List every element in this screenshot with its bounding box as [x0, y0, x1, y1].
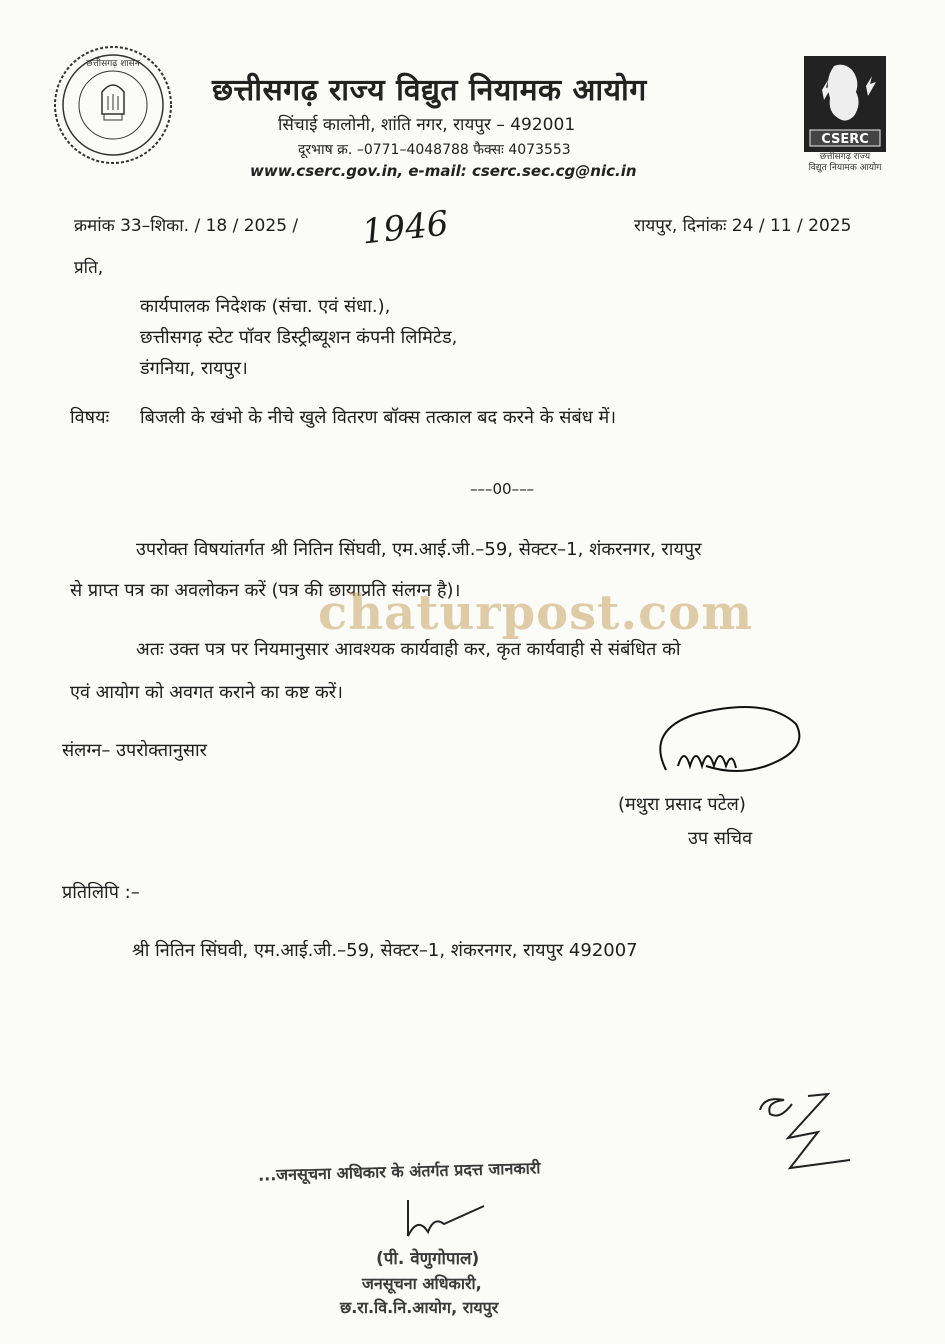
watermark: chaturpost.com	[318, 585, 754, 641]
paragraph-1-line-1: उपरोक्त विषयांतर्गत श्री नितिन सिंघवी, एम.आई.जी.–59, सेक्टर–1, शंकरनगर, रायपुर	[136, 539, 702, 560]
paragraph-1-line-2: से प्राप्त पत्र का अवलोकन करें (पत्र की छायाप्रति संलग्न है)।	[70, 580, 461, 601]
logo-subtitle-line1: छत्तीसगढ़ राज्य	[819, 152, 871, 162]
deputy-secretary-signature	[630, 700, 810, 800]
letter-date: रायपुर, दिनांकः 24 / 11 / 2025	[634, 216, 852, 236]
paragraph-2-line-2: एवं आयोग को अवगत कराने का कष्ट करें।	[70, 682, 343, 703]
copy-label: प्रतिलिपि :–	[62, 882, 140, 903]
logo-subtitle	[800, 152, 890, 174]
section-separator: –––00–––	[470, 480, 535, 498]
to-label: प्रति,	[74, 258, 104, 278]
logo-label: CSERC	[821, 132, 869, 147]
rti-officer-signature	[398, 1190, 488, 1245]
signer-name: (मथुरा प्रसाद पटेल)	[618, 794, 746, 815]
addressee-line-2: छत्तीसगढ़ स्टेट पॉवर डिस्ट्रीब्यूशन कंपनी लिमिटेड,	[140, 327, 458, 348]
paragraph-2-line-1: अतः उक्त पत्र पर नियमानुसार आवश्यक कार्यवाही कर, कृत कार्यवाही से संबंधित को	[136, 639, 681, 660]
organization-address: सिंचाई कालोनी, शांति नगर, रायपुर – 492001	[278, 115, 576, 135]
organization-title: छत्तीसगढ़ राज्य विद्युत नियामक आयोग	[212, 73, 647, 108]
handwritten-dispatch-number: 1946	[360, 203, 451, 253]
logo-subtitle-line2: विद्युत नियामक आयोग	[808, 163, 882, 173]
organization-web-email: www.cserc.gov.in, e-mail: cserc.sec.cg@nic.in	[250, 162, 637, 180]
copy-recipient: श्री नितिन सिंघवी, एम.आई.जी.–59, सेक्टर–1, शंकरनगर, रायपुर 492007	[132, 940, 638, 961]
enclosure-note: संलग्न– उपरोक्तानुसार	[62, 740, 208, 761]
rti-officer-office: छ.रा.वि.नि.आयोग, रायपुर	[340, 1298, 499, 1317]
rti-stamp-heading: ...जनसूचना अधिकार के अंतर्गत प्रदत्त जानकारी	[257, 1158, 541, 1185]
addressee-line-3: डंगनिया, रायपुर।	[140, 358, 248, 379]
handwritten-initial	[748, 1088, 858, 1178]
subject-text: बिजली के खंभो के नीचे खुले वितरण बॉक्स तत्काल बद करने के संबंध में।	[140, 407, 617, 428]
rti-officer-name: (पी. वेणुगोपाल)	[376, 1249, 480, 1269]
cserc-logo	[804, 56, 886, 152]
reference-number: क्रमांक 33–शिका. / 18 / 2025 /	[74, 216, 299, 236]
subject-label: विषयः	[70, 407, 110, 428]
government-seal-emblem	[52, 44, 174, 166]
signer-designation: उप सचिव	[688, 828, 753, 849]
rti-officer-designation: जनसूचना अधिकारी,	[362, 1274, 482, 1293]
addressee-line-1: कार्यपालक निदेशक (संचा. एवं संधा.),	[140, 296, 391, 317]
organization-phone-fax: दूरभाष क्र. –0771–4048788 फैक्सः 4073553	[298, 142, 571, 158]
seal-text: छत्तीसगढ़ शासन	[86, 59, 140, 69]
